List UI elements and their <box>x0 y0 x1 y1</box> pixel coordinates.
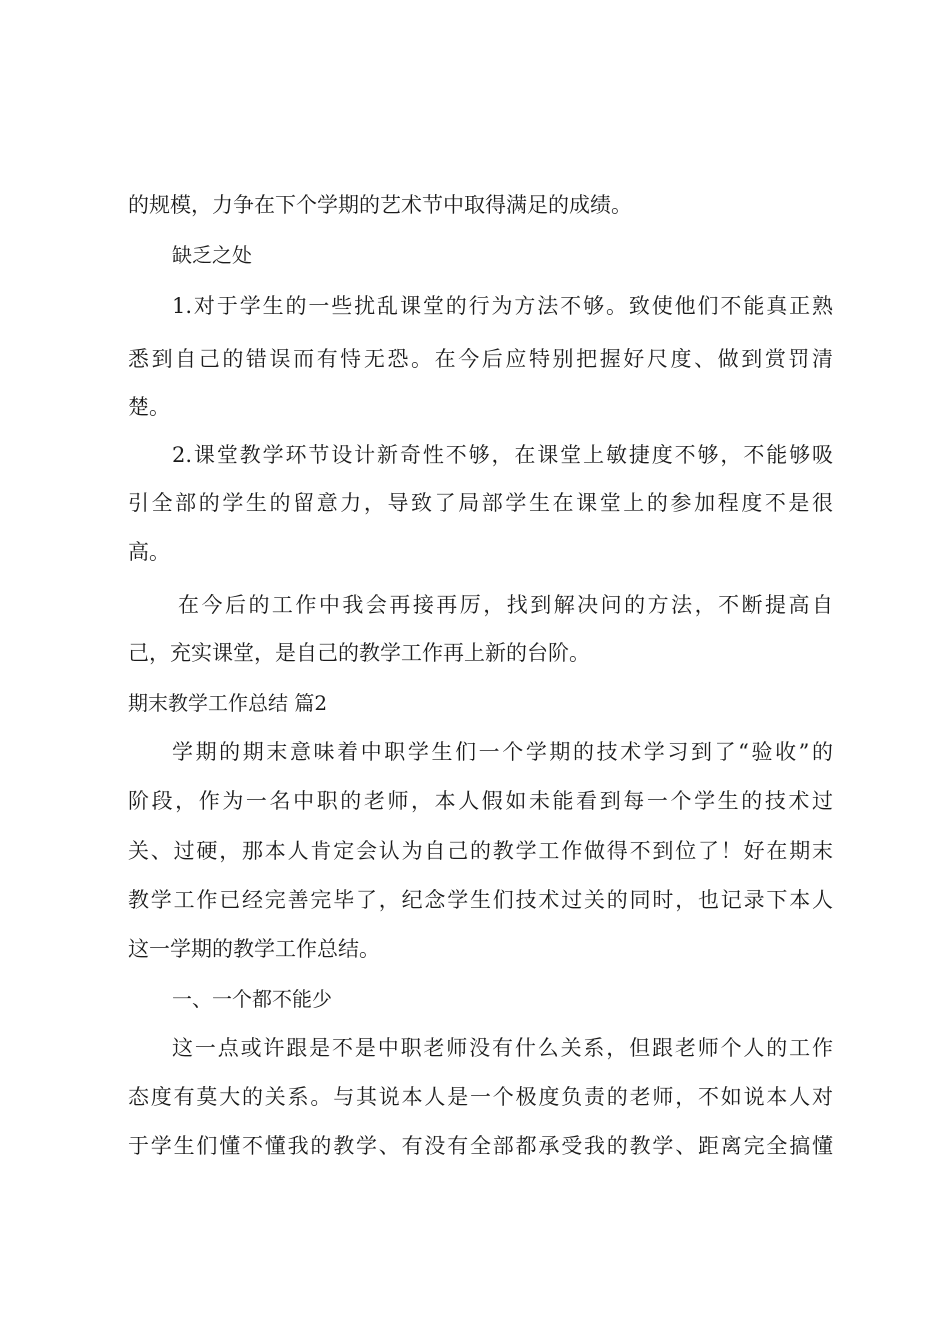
paragraph-line: 楚。 <box>128 395 170 419</box>
paragraph-line: 态度有莫大的关系。与其说本人是一个极度负责的老师，不如说本人对 <box>128 1085 833 1109</box>
paragraph-line: 教学工作已经完善完毕了，纪念学生们技术过关的同时，也记录下本人 <box>128 888 833 912</box>
paragraph-line: 2.课堂教学环节设计新奇性不够，在课堂上敏捷度不够，不能够吸 <box>172 443 833 467</box>
paragraph-line: 的规模，力争在下个学期的艺术节中取得满足的成绩。 <box>128 193 632 217</box>
paragraph-line: 这一学期的教学工作总结。 <box>128 937 380 961</box>
paragraph-line: 这一点或许跟是不是中职老师没有什么关系，但跟老师个人的工作 <box>172 1036 833 1060</box>
paragraph-line: 在今后的工作中我会再接再厉，找到解决问的方法，不断提高自 <box>178 593 833 617</box>
paragraph-line: 阶段，作为一名中职的老师，本人假如未能看到每一个学生的技术过 <box>128 789 833 813</box>
article-title: 期末教学工作总结 篇2 <box>128 691 328 715</box>
paragraph-line: 悉到自己的错误而有恃无恐。在今后应特别把握好尺度、做到赏罚清 <box>128 347 833 371</box>
paragraph-line: 于学生们懂不懂我的教学、有没有全部都承受我的教学、距离完全搞懂 <box>128 1134 833 1158</box>
paragraph-line: 己，充实课堂，是自己的教学工作再上新的台阶。 <box>128 641 590 665</box>
section-heading-shortcomings: 缺乏之处 <box>172 243 252 267</box>
paragraph-line: 关、过硬，那本人肯定会认为自己的教学工作做得不到位了！好在期末 <box>128 839 833 863</box>
paragraph-line: 学期的期末意味着中职学生们一个学期的技术学习到了“验收”的 <box>172 740 833 764</box>
paragraph-line: 引全部的学生的留意力，导致了局部学生在课堂上的参加程度不是很 <box>128 491 833 515</box>
paragraph-line: 高。 <box>128 540 170 564</box>
section-heading-none-left-behind: 一、一个都不能少 <box>172 987 332 1011</box>
paragraph-line: 1.对于学生的一些扰乱课堂的行为方法不够。致使他们不能真正熟 <box>172 294 833 318</box>
